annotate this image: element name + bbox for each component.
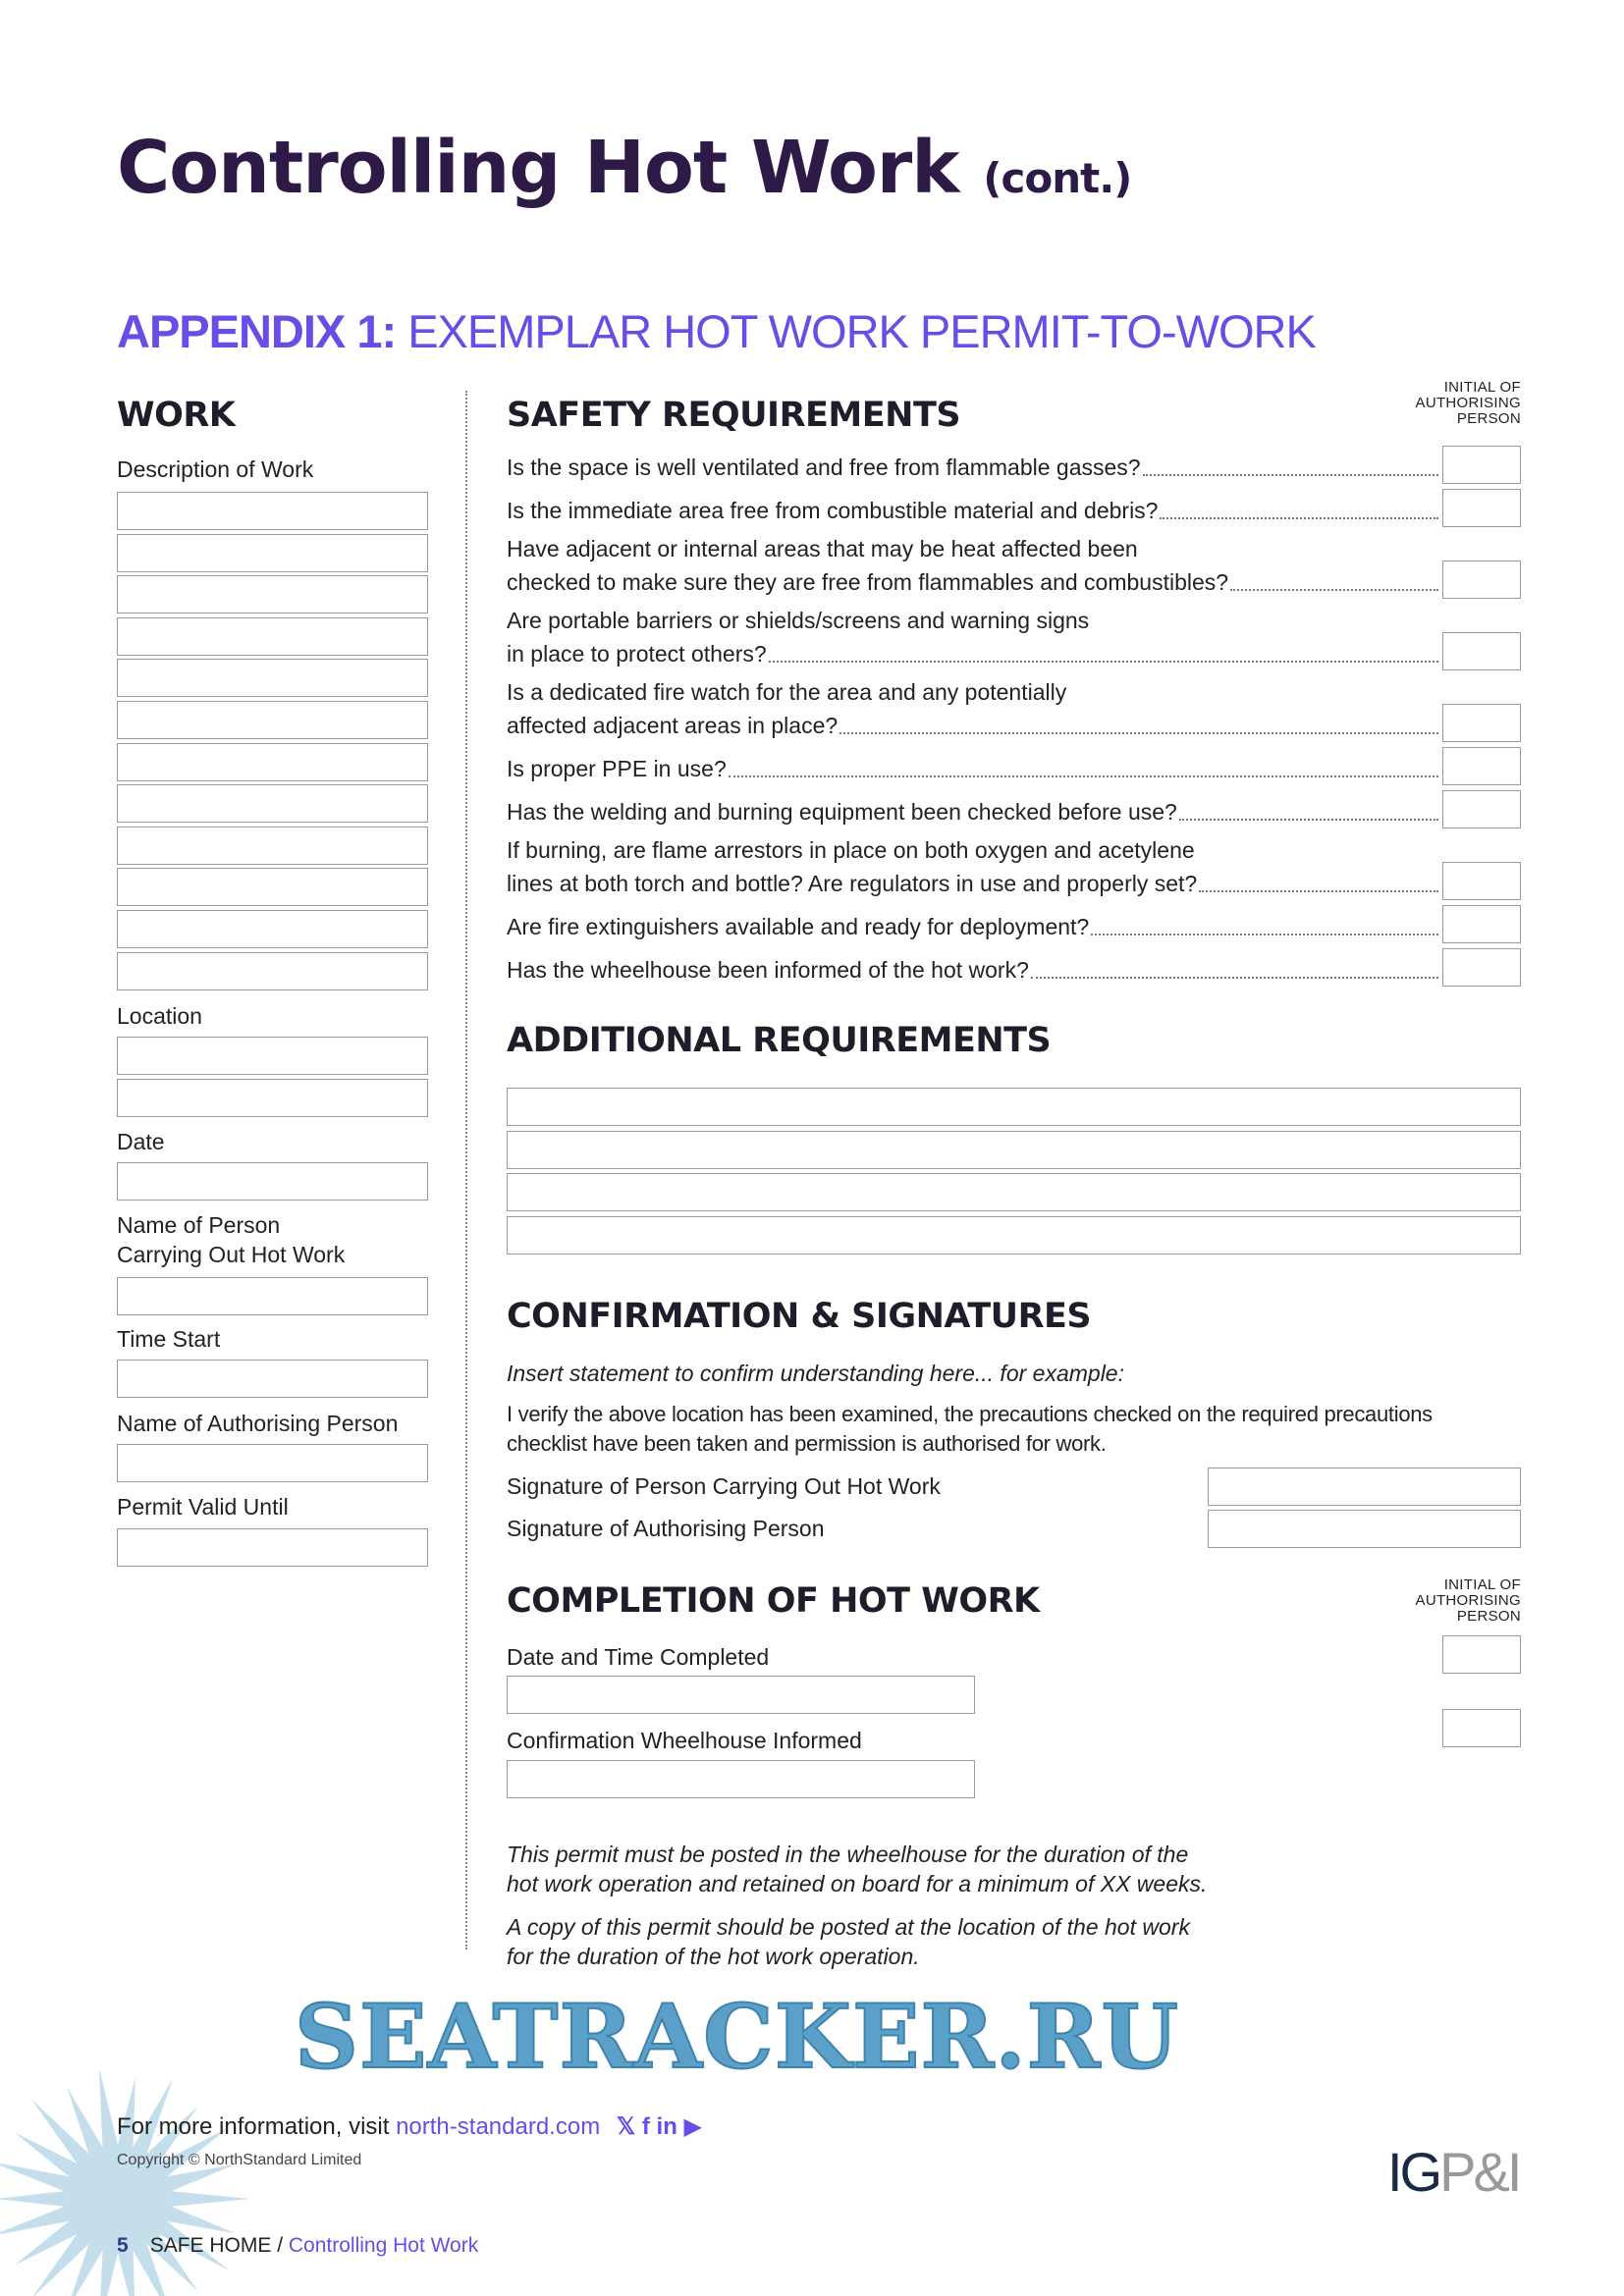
initial-label-line: PERSON: [1456, 410, 1521, 427]
completion-initial-box-2[interactable]: [1442, 1709, 1521, 1747]
question-line: checked to make sure they are free from flammables and combustibles?: [507, 569, 1229, 595]
question-last-line: [507, 709, 1438, 742]
question-last-line: [507, 795, 1438, 828]
initial-label-line: INITIAL OF: [1443, 1576, 1521, 1593]
question-last-line: [507, 565, 1438, 599]
additional-heading: ADDITIONAL REQUIREMENTS: [507, 1021, 1052, 1060]
person-label-1: Name of Person: [117, 1212, 281, 1238]
watermark-text: SEATRACKER.RU: [295, 1985, 1179, 2089]
additional-field-1[interactable]: [507, 1088, 1521, 1126]
description-label: Description of Work: [117, 456, 314, 482]
location-label: Location: [117, 1003, 202, 1029]
description-field[interactable]: [117, 827, 428, 865]
note-2-line-1: A copy of this permit should be posted at the location of the hot work: [507, 1914, 1190, 1940]
description-field[interactable]: [117, 784, 428, 823]
confirmation-instruction: Insert statement to confirm understanding here... for example:: [507, 1361, 1124, 1386]
question-last-line: [507, 752, 1438, 785]
initial-box[interactable]: [1442, 948, 1521, 987]
copyright: Copyright © NorthStandard Limited: [117, 2152, 362, 2168]
description-field[interactable]: [117, 534, 428, 572]
safety-question: [507, 494, 1442, 527]
appendix-title: EXEMPLAR HOT WORK PERMIT-TO-WORK: [396, 305, 1316, 357]
question-line: If burning, are flame arrestors in place on both oxygen and acetylene: [507, 837, 1195, 863]
confirmation-heading: CONFIRMATION & SIGNATURES: [507, 1297, 1092, 1336]
description-field[interactable]: [117, 868, 428, 906]
safety-question-row: [507, 833, 1521, 900]
description-field[interactable]: [117, 952, 428, 990]
note-1-line-1: This permit must be posted in the wheelhouse for the duration of the: [507, 1842, 1189, 1867]
safety-question-row: [507, 790, 1521, 828]
description-field[interactable]: [117, 575, 428, 614]
safety-question: [507, 910, 1442, 943]
question-last-line: [507, 451, 1438, 484]
wheelhouse-informed-label: Confirmation Wheelhouse Informed: [507, 1728, 862, 1753]
safety-question: [507, 604, 1442, 670]
logo-pi: P&I: [1439, 2141, 1520, 2203]
safety-question-row: [507, 905, 1521, 943]
signature-authorising-field[interactable]: [1208, 1510, 1521, 1548]
initial-box[interactable]: [1442, 632, 1521, 670]
dotted-leader: [1091, 934, 1438, 935]
question-last-line: [507, 867, 1438, 900]
person-label-2: Carrying Out Hot Work: [117, 1242, 346, 1267]
initial-box[interactable]: [1442, 862, 1521, 900]
safety-checklist: [507, 446, 1521, 991]
question-line: Has the wheelhouse been informed of the hot work?: [507, 957, 1029, 983]
completion-initial-box-1[interactable]: [1442, 1635, 1521, 1674]
title-text: Controlling Hot Work: [117, 126, 959, 210]
description-field[interactable]: [117, 492, 428, 530]
question-line: Have adjacent or internal areas that may be heat affected been: [507, 536, 1138, 561]
safety-question: [507, 451, 1442, 484]
confirmation-statement-2: checklist have been taken and permission is authorised for work.: [507, 1431, 1107, 1456]
dotted-leader: [769, 661, 1438, 663]
safety-question: [507, 532, 1442, 599]
authorising-person-field[interactable]: [117, 1444, 428, 1482]
signature-person-field[interactable]: [1208, 1468, 1521, 1506]
question-line: Are fire extinguishers available and ready for deployment?: [507, 914, 1090, 939]
page-number: 5: [117, 2234, 129, 2257]
question-line: affected adjacent areas in place?: [507, 713, 839, 738]
dotted-leader: [839, 732, 1438, 734]
footer-link[interactable]: north-standard.com: [396, 2113, 601, 2140]
time-start-field[interactable]: [117, 1360, 428, 1398]
initial-label-line: AUTHORISING: [1415, 395, 1521, 411]
date-time-completed-label: Date and Time Completed: [507, 1644, 770, 1670]
initial-box[interactable]: [1442, 905, 1521, 943]
signature-person-label: Signature of Person Carrying Out Hot Work: [507, 1473, 941, 1499]
safety-question-row: [507, 948, 1521, 987]
igpi-logo: [1387, 2140, 1519, 2204]
initial-box[interactable]: [1442, 747, 1521, 785]
linkedin-icon[interactable]: in: [656, 2113, 677, 2140]
signature-authorising-label: Signature of Authorising Person: [507, 1516, 825, 1541]
dotted-leader: [1160, 517, 1438, 519]
question-line: Is a dedicated fire watch for the area and any potentially: [507, 679, 1067, 705]
additional-field-4[interactable]: [507, 1216, 1521, 1255]
description-field[interactable]: [117, 910, 428, 948]
youtube-icon[interactable]: ▶: [683, 2113, 703, 2140]
work-heading: WORK: [117, 396, 236, 435]
question-last-line: [507, 910, 1438, 943]
person-field[interactable]: [117, 1277, 428, 1315]
confirmation-statement-1: I verify the above location has been examined, the precautions checked on the required precautions: [507, 1402, 1433, 1426]
time-start-label: Time Start: [117, 1326, 221, 1352]
question-last-line: [507, 637, 1438, 670]
safety-question: [507, 833, 1442, 900]
page-title: [117, 126, 1131, 210]
initial-box[interactable]: [1442, 704, 1521, 742]
footer-info: [117, 2112, 702, 2141]
initial-label-line: AUTHORISING: [1415, 1592, 1521, 1609]
initial-box[interactable]: [1442, 561, 1521, 599]
footer-info-text: For more information, visit: [117, 2113, 397, 2140]
breadcrumb-section[interactable]: SAFE HOME /: [149, 2234, 284, 2257]
question-last-line: [507, 953, 1438, 987]
logo-ig: IG: [1387, 2141, 1440, 2203]
footer-breadcrumb: [117, 2234, 478, 2258]
dotted-leader: [1031, 977, 1438, 979]
safety-question-row: [507, 532, 1521, 599]
date-field[interactable]: [117, 1162, 428, 1201]
dotted-leader: [1143, 474, 1438, 476]
additional-field-2[interactable]: [507, 1131, 1521, 1169]
location-field-2[interactable]: [117, 1079, 428, 1117]
wheelhouse-informed-field[interactable]: [507, 1760, 975, 1798]
column-divider: [465, 391, 467, 1949]
dotted-leader: [729, 775, 1438, 777]
initial-label-line: PERSON: [1456, 1608, 1521, 1625]
safety-question-row: [507, 446, 1521, 484]
question-line: in place to protect others?: [507, 641, 767, 667]
location-field-1[interactable]: [117, 1037, 428, 1075]
dotted-leader: [1199, 890, 1438, 892]
note-2-line-2: for the duration of the hot work operation.: [507, 1944, 920, 1969]
date-label: Date: [117, 1129, 165, 1154]
safety-question: [507, 953, 1442, 987]
description-field[interactable]: [117, 701, 428, 739]
dotted-leader: [1230, 589, 1438, 591]
valid-until-field[interactable]: [117, 1528, 428, 1567]
appendix-heading: [117, 304, 1316, 358]
initial-box[interactable]: [1442, 446, 1521, 484]
additional-field-3[interactable]: [507, 1173, 1521, 1211]
safety-question: [507, 675, 1442, 742]
safety-heading: SAFETY REQUIREMENTS: [507, 396, 961, 435]
note-1-line-2: hot work operation and retained on board for a minimum of XX weeks.: [507, 1871, 1208, 1896]
x-icon[interactable]: 𝕏: [616, 2113, 636, 2140]
dotted-leader: [1179, 819, 1438, 821]
safety-question-row: [507, 604, 1521, 670]
authorising-person-label: Name of Authorising Person: [117, 1411, 399, 1436]
question-line: lines at both torch and bottle? Are regulators in use and properly set?: [507, 871, 1198, 896]
title-suffix: (cont.): [983, 154, 1132, 202]
question-line: Is proper PPE in use?: [507, 756, 727, 781]
facebook-icon[interactable]: f: [641, 2113, 650, 2140]
question-line: Is the space is well ventilated and free from flammable gasses?: [507, 454, 1141, 480]
initial-label-line: INITIAL OF: [1443, 379, 1521, 396]
valid-until-label: Permit Valid Until: [117, 1494, 289, 1520]
description-field[interactable]: [117, 659, 428, 697]
safety-question: [507, 795, 1442, 828]
watermark-starburst-icon: [0, 2071, 255, 2296]
question-line: Is the immediate area free from combustible material and debris?: [507, 498, 1159, 523]
initial-box[interactable]: [1442, 489, 1521, 527]
description-field[interactable]: [117, 743, 428, 781]
date-time-completed-field[interactable]: [507, 1676, 975, 1714]
safety-question: [507, 752, 1442, 785]
description-field[interactable]: [117, 617, 428, 656]
safety-initial-label: [1416, 380, 1521, 427]
completion-initial-label: [1416, 1577, 1521, 1625]
safety-question-row: [507, 489, 1521, 527]
safety-question-row: [507, 747, 1521, 785]
completion-heading: COMPLETION OF HOT WORK: [507, 1581, 1040, 1621]
safety-question-row: [507, 675, 1521, 742]
breadcrumb-current[interactable]: Controlling Hot Work: [283, 2234, 479, 2257]
question-last-line: [507, 494, 1438, 527]
question-line: Has the welding and burning equipment been checked before use?: [507, 799, 1177, 825]
question-line: Are portable barriers or shields/screens and warning signs: [507, 608, 1090, 633]
initial-box[interactable]: [1442, 790, 1521, 828]
appendix-prefix: APPENDIX 1:: [117, 305, 397, 357]
